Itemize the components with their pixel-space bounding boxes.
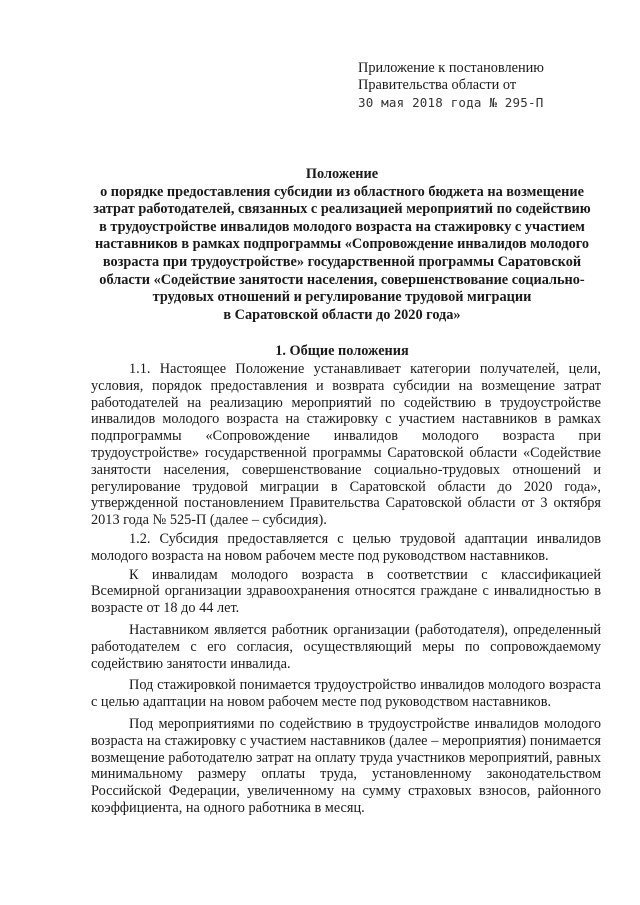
paragraph-1-1: 1.1. Настоящее Положение устанавливает категории получателей, цели, условия, порядок предоставления и возврата субсидии на возмещение затрат работодателей на реализацию мероприятий по содействию в трудоустройстве инвалидов молодого возраста на стажировку с участием наставников в рамках подпрограммы «Сопровождение инвалидов молодого возраста при трудоустройстве» государственной программы Саратовской области «Содействие занятости населения, совершенствование социально-трудовых отношений и регулирование трудовой миграции в Саратовской области до 2020 года», утвержденной постановлением Правительства Саратовской области от 3 октября 2013 года № 525-П (далее – субсидия).: [91, 361, 601, 529]
paragraph-internship-definition: Под стажировкой понимается трудоустройство инвалидов молодого возраста с целью адаптации на новом рабочем месте под руководством наставников.: [91, 677, 601, 711]
title-line-8: трудовых отношений и регулирование трудовой миграции: [152, 289, 532, 306]
document-title: [82, 166, 602, 324]
section-heading: 1. Общие положения: [275, 343, 409, 359]
title-line-1: Положение: [305, 166, 379, 182]
paragraph-mentor-definition: Наставником является работник организации (работодателя), определенный работодателем с его согласия, осуществляющий меры по сопровождаемому содействию занятости инвалида.: [91, 621, 601, 672]
appendix-date-stamp: 30 мая 2018 года № 295-П: [358, 95, 544, 110]
appendix-line-1: Приложение к постановлению: [358, 60, 544, 76]
title-line-4: в трудоустройстве инвалидов молодого возраста на стажировку с участием: [99, 218, 585, 235]
title-line-3: затрат работодателей, связанных с реализацией мероприятий по содействию: [93, 201, 591, 218]
paragraph-measures-definition: Под мероприятиями по содействию в трудоустройстве инвалидов молодого возраста на стажировку с участием наставников (далее – мероприятия) понимается возмещение работодателю затрат на оплату труда участников мероприятий, равных минимальному размеру оплаты труда, установленному законодательством Российской Федерации, увеличенному на сумму страховых взносов, районного коэффициента, на одного работника в месяц.: [91, 715, 601, 816]
appendix-note: [358, 60, 598, 111]
title-line-7: области «Содействие занятости населения, совершенствование социально-: [99, 271, 585, 288]
paragraph-1-2: 1.2. Субсидия предоставляется с целью трудовой адаптации инвалидов молодого возраста на новом рабочем месте под руководством наставников.: [91, 530, 601, 564]
paragraph-young-disabled-definition: К инвалидам молодого возраста в соответствии с классификацией Всемирной организации здравоохранения относятся граждане с инвалидностью в возрасте от 18 до 44 лет.: [91, 566, 601, 617]
title-line-6: возраста при трудоустройстве» государственной программы Саратовской: [102, 253, 582, 270]
title-line-9: в Саратовской области до 2020 года»: [223, 306, 461, 323]
appendix-line-2: Правительства области от: [358, 77, 517, 93]
title-line-2: о порядке предоставления субсидии из областного бюджета на возмещение: [100, 183, 584, 200]
title-line-5: наставников в рамках подпрограммы «Сопровождение инвалидов молодого: [94, 236, 590, 253]
section-body: [91, 361, 601, 822]
